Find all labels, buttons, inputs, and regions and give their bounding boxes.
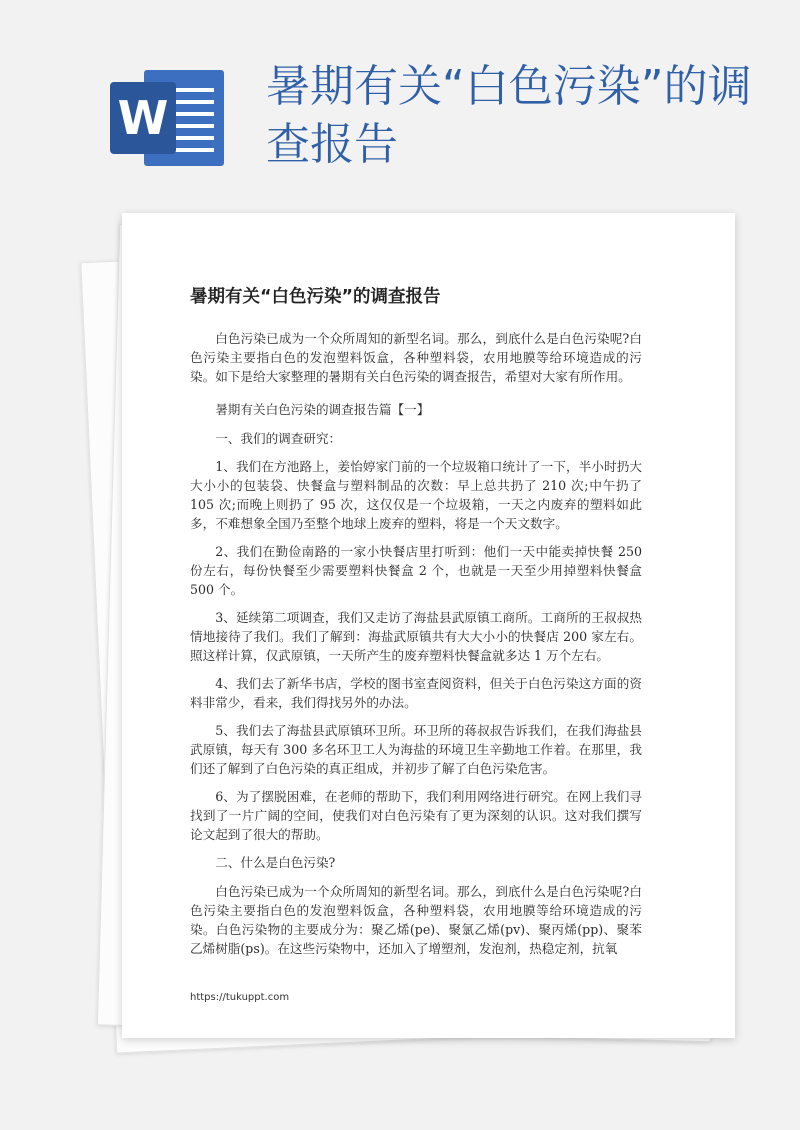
paragraph: 1、我们在方池路上，姜怡婷家门前的一个垃圾箱口统计了一下，半小时扔大大小小的包装袋、快餐盒与塑料制品的次数：早上总共扔了 210 次;中午扔了 105 次;而晚上则扔了 95 次，这仅仅是一个垃圾箱，一天之内废弃的塑料如此多，不难想象全国乃至整个地球上废弃的塑料，将是一个天文数字。 — [190, 459, 642, 531]
paragraph: 白色污染已成为一个众所周知的新型名词。那么，到底什么是白色污染呢?白色污染主要指白色的发泡塑料饭盒，各种塑料袋，农用地膜等给环境造成的污染。白色污染物的主要成分为：聚乙烯(pe)、聚氯乙烯(pv)、聚丙烯(pp)、聚苯乙烯树脂(ps)。在这些污染物中，还加入了增塑剂，发泡剂，热稳定剂，抗氧 — [190, 884, 642, 956]
paragraph: 4、我们去了新华书店，学校的图书室查阅资料，但关于白色污染这方面的资料非常少，看来，我们得找另外的办法。 — [190, 676, 642, 710]
paragraph: 6、为了摆脱困难，在老师的帮助下，我们利用网络进行研究。在网上我们寻找到了一片广阔的空间，使我们对白色污染有了更为深刻的认识。这对我们撰写论文起到了很大的帮助。 — [190, 789, 642, 842]
word-document-icon — [110, 68, 228, 168]
document-page — [122, 213, 735, 1038]
document-title: 暑期有关“白色污染”的调查报告 — [190, 287, 441, 307]
footer-url[interactable]: https://tukuppt.com — [190, 992, 290, 1003]
section-heading: 暑期有关白色污染的调查报告篇【一】 — [215, 402, 430, 417]
intro-paragraph: 白色污染已成为一个众所周知的新型名词。那么，到底什么是白色污染呢?白色污染主要指白色的发泡塑料饭盒，各种塑料袋，农用地膜等给环境造成的污染。如下是给大家整理的暑期有关白色污染的调查报告，希望对大家有所作用。 — [190, 331, 642, 384]
paragraph: 3、延续第二项调查，我们又走访了海盐县武原镇工商所。工商所的王叔叔热情地接待了我们。我们了解到：海盐武原镇共有大大小小的快餐店 200 家左右。照这样计算，仅武原镇，一天所产生的废弃塑料快餐盒就多达 1 万个左右。 — [190, 610, 642, 663]
page-title: 暑期有关“白色污染”的调查报告 — [266, 61, 752, 170]
paragraph: 2、我们在勤俭南路的一家小快餐店里打听到：他们一天中能卖掉快餐 250 份左右，每份快餐至少需要塑料快餐盒 2 个，也就是一天至少用掉塑料快餐盒 500 个。 — [190, 544, 642, 597]
subsection-heading: 一、我们的调查研究： — [215, 431, 342, 446]
paragraph: 5、我们去了海盐县武原镇环卫所。环卫所的蒋叔叔告诉我们，在我们海盐县武原镇，每天有 300 多名环卫工人为海盐的环境卫生辛勤地工作着。在那里，我们还了解到了白色污染的真正组成，并初步了解了白色污染危害。 — [190, 723, 642, 776]
document-body — [190, 329, 642, 967]
subsection-heading: 二、什么是白色污染? — [215, 855, 336, 870]
word-icon-letter: W — [117, 91, 169, 145]
